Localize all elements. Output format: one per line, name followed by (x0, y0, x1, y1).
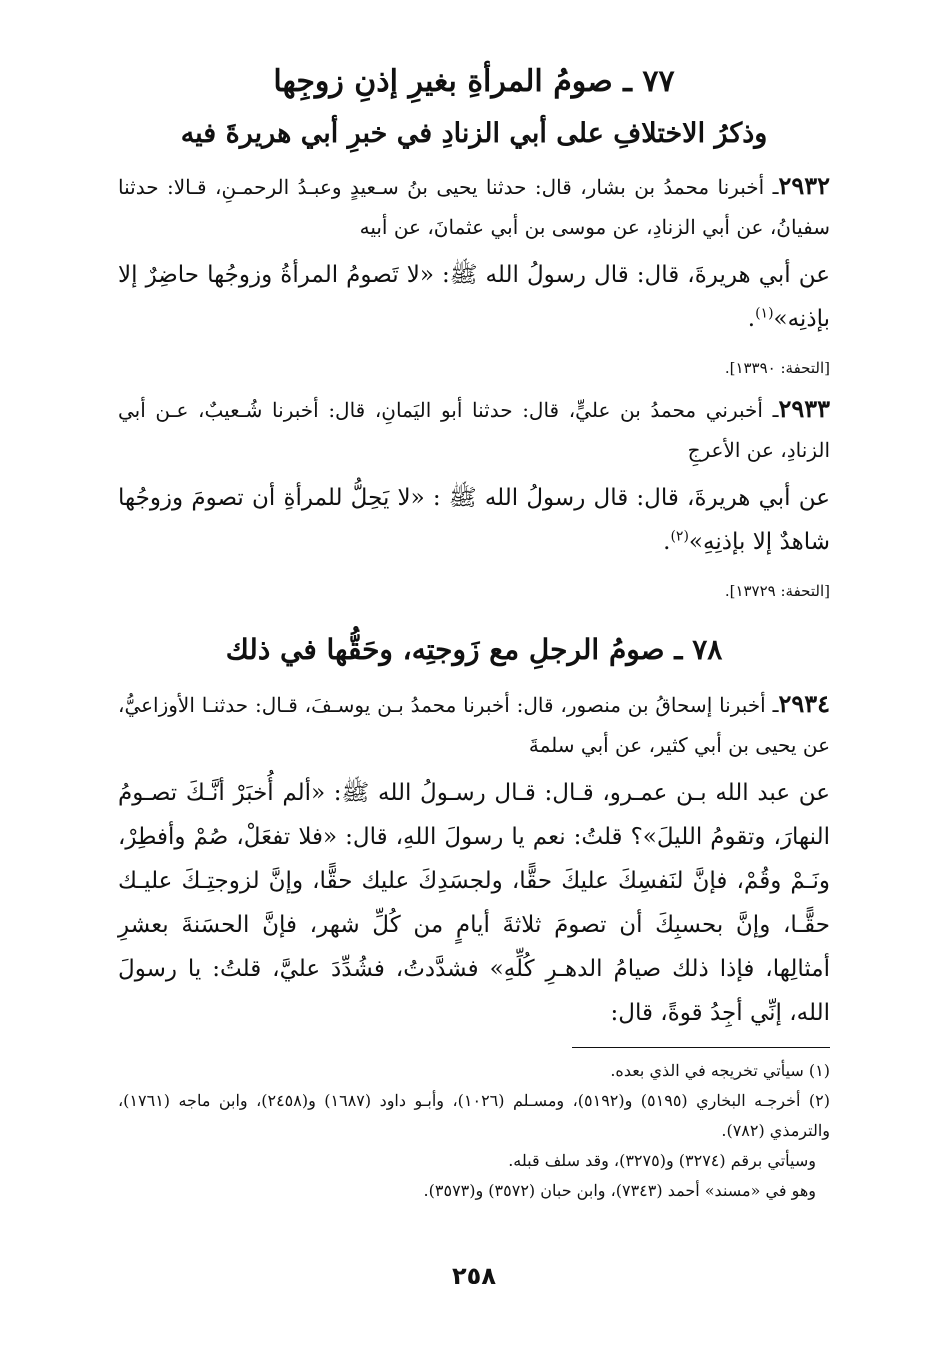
hadith-2933-isnad (118, 389, 830, 470)
footnotes (118, 1056, 830, 1206)
hadith-2932-matn: عن أبي هريرةَ، قال: قال رسولُ الله ﷺ: «لا تَصومُ المرأةُ وزوجُها حاضِرٌ إلا بإذنِه»$^{(١)}$. (118, 262, 830, 332)
hadith-2932-tuhfa: [التحفة: ١٣٣٩٠]. (724, 359, 830, 377)
chapter-77-subtitle: وذكرُ الاختلافِ على أبي الزنادِ في خبرِ أبي هريرةَ فيه (180, 118, 768, 149)
chapter-78-title: ٧٨ ـ صومُ الرجلِ مع زَوجتِه، وحَقُّها في ذلك (225, 633, 723, 666)
hadith-2934-isnad (118, 684, 830, 765)
footnote-ref-1: (١) (755, 305, 774, 322)
page-number: ٢٥٨ (452, 1262, 496, 1290)
footnote-ref-2: (٢) (670, 528, 689, 545)
hadith-2932-number: ٢٩٣٢ (778, 171, 830, 200)
hadith-2932-isnad (118, 166, 830, 247)
hadith-2934-isnad-text: ـ أخبرنا إسحاقُ بن منصور، قال: أخبرنا محمدُ بـن يوسـفَ، قـال: حدثنـا الأوزاعيُّ، عن يحيى بن أبي كثير، عن أبي سلمةَ (118, 693, 830, 757)
hadith-2933-matn-text: عن أبي هريرةَ، قال: قال رسولُ الله ﷺ : «لا يَحِلُّ للمرأةِ أن تصومَ وزوجُها شاهدٌ إلا بإذنِهِ» (118, 485, 830, 555)
footnote-1: (١) سيأتي تخريجه في الذي بعده. (610, 1061, 830, 1080)
hadith-2933-matn: عن أبي هريرةَ، قال: قال رسولُ الله ﷺ : «لا يَحِلُّ للمرأةِ أن تصومَ وزوجُها شاهدٌ إلا بإذنِهِ»$^{(٢)}$. (118, 485, 830, 555)
footnote-divider (572, 1047, 830, 1048)
hadith-2934-matn: عن عبد الله بـن عمـرو، قـال: قـال رسـولُ الله ﷺ: «ألم أُخبَرْ أنَّـكَ تصـومُ النهارَ، وتقومُ الليلَ»؟ قلتُ: نعم يا رسولَ اللهِ، قال: «فلا تفعَلْ، صُمْ وأفطِرْ، ونَـمْ وقُمْ، فإنَّ لنَفسِكَ عليكَ حقًّا، ولجسَدِكَ عليك حقًّا، وإنَّ لزوجتِـكَ عليـك حقًّـا، وإنَّ بحسبِكَ أن تصومَ ثلاثةَ أيامٍ من كُلِّ شهر، فإنَّ الحسَنةَ بعشرِ أمثالِها، فإذا ذلك صيامُ الدهـرِ كُلِّهِ» فشدَّدتُ، فشُدِّدَ عليَّ، قلتُ: يا رسولَ الله، إنِّي أجِدُ قوةً، قال: (118, 780, 830, 1026)
hadith-2932-matn-text: عن أبي هريرةَ، قال: قال رسولُ الله ﷺ: «لا تَصومُ المرأةُ وزوجُها حاضِرٌ إلا بإذنِه» (118, 262, 830, 332)
hadith-2934-number: ٢٩٣٤ (778, 689, 830, 718)
footnote-2-continued: وسيأتي برقم (٣٢٧٤) و(٣٢٧٥)، وقد سلف قبله. (508, 1151, 816, 1170)
hadith-2933-isnad-text: ـ أخبرني محمدُ بن عليٍّ، قال: حدثنا أبو اليَمانِ، قال: أخبرنا شُـعيبٌ، عـن أبي الزنادِ، عن الأعرجِ (118, 398, 830, 462)
hadith-2933-number: ٢٩٣٣ (778, 394, 830, 423)
hadith-2933-tuhfa: [التحفة: ١٣٧٢٩]. (724, 582, 830, 600)
footnote-2: (٢) أخرجـه البخاري (٥١٩٥) و(٥١٩٢)، ومسـلم (١٠٢٦)، وأبـو داود (١٦٨٧) و(٢٤٥٨)، وابن ماجه (١٧٦١)، والترمذي (٧٨٢). (118, 1091, 830, 1140)
footnote-2-musnad: وهو في «مسند» أحمد (٧٣٤٣)، وابن حبان (٣٥٧٢) و(٣٥٧٣). (423, 1181, 816, 1200)
chapter-77-title: ٧٧ ـ صومُ المرأةِ بغيرِ إذنِ زوجِها (273, 64, 675, 99)
page-body (118, 60, 830, 1206)
hadith-2932-isnad-text: ـ أخبرنا محمدُ بن بشار، قال: حدثنا يحيى بنُ سـعيدٍ وعبـدُ الرحمـنِ، قـالا: حدثنا سفيانُ، عن أبي الزنادِ، عن موسى بن أبي عثمانَ، عن أبيه (118, 175, 830, 239)
